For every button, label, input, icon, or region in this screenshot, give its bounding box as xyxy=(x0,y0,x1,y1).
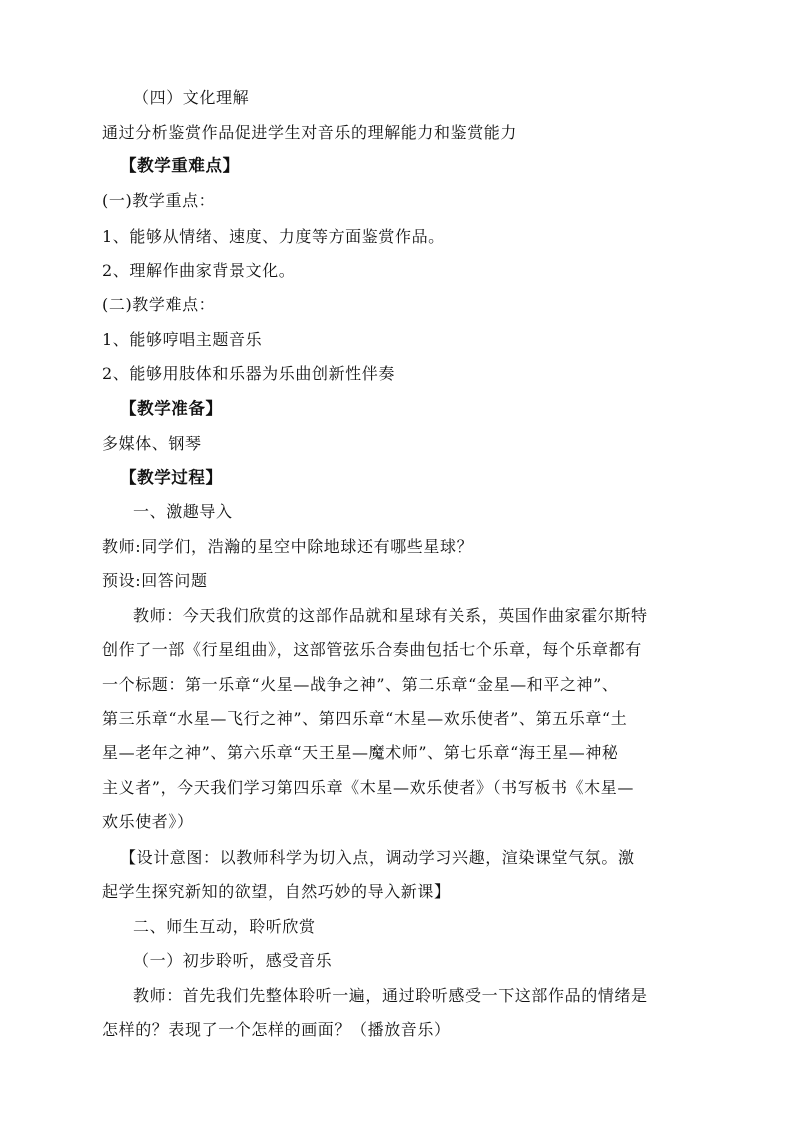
subheading-difficulties: (二)教学难点： xyxy=(102,295,216,314)
list-item: 2、理解作曲家背景文化。 xyxy=(102,261,296,280)
paragraph-line: 怎样的？表现了一个怎样的画面？（播放音乐） xyxy=(102,1020,451,1039)
paragraph-line: 教师：首先我们先整体聆听一遍，通过聆听感受一下这部作品的情绪是 xyxy=(133,986,648,1005)
paragraph-line: 星—老年之神”、第六乐章“天王星—魔术师”、第七乐章“海王星—神秘 xyxy=(102,743,619,762)
list-item: 2、能够用肢体和乐器为乐曲创新性伴奏 xyxy=(102,364,395,383)
list-item: 1、能够哼唱主题音乐 xyxy=(102,330,263,349)
subheading-interaction: 二、师生互动，聆听欣赏 xyxy=(133,917,316,936)
paragraph-line: 教师:同学们，浩瀚的星空中除地球还有哪些星球？ xyxy=(102,537,474,556)
subheading-first-listening: （一）初步聆听，感受音乐 xyxy=(133,951,333,970)
heading-teaching-preparation: 【教学准备】 xyxy=(120,399,223,418)
paragraph-line: 第三乐章“水星—飞行之神”、第四乐章“木星—欢乐使者”、第五乐章“土 xyxy=(102,709,628,728)
heading-key-points: 【教学重难点】 xyxy=(120,156,240,175)
subheading-key-points: (一)教学重点： xyxy=(102,191,216,210)
paragraph-line: 预设:回答问题 xyxy=(102,571,208,590)
design-intent-note: 【设计意图：以教师科学为切入点，调动学习兴趣，渲染课堂气氛。激 xyxy=(120,848,635,867)
design-intent-note: 起学生探究新知的欲望，自然巧妙的导入新课】 xyxy=(102,882,451,901)
paragraph-line: 教师：今天我们欣赏的这部作品就和星球有关系，英国作曲家霍尔斯特 xyxy=(133,606,648,625)
paragraph-line: 欢乐使者》） xyxy=(102,812,194,831)
heading-teaching-process: 【教学过程】 xyxy=(120,468,223,487)
paragraph-line: 通过分析鉴赏作品促进学生对音乐的理解能力和鉴赏能力 xyxy=(102,123,518,142)
paragraph-line: 一个标题：第一乐章“火星—战争之神”、第二乐章“金星—和平之神”、 xyxy=(102,675,619,694)
subheading-introduction: 一、激趣导入 xyxy=(133,502,233,521)
paragraph-line: 主义者”，今天我们学习第四乐章《木星—欢乐使者》（书写板书《木星— xyxy=(102,778,634,797)
paragraph-line: 创作了一部《行星组曲》，这部管弦乐合奏曲包括七个乐章，每个乐章都有 xyxy=(102,640,642,659)
section-heading-cultural-understanding: （四）文化理解 xyxy=(133,88,250,107)
list-item: 1、能够从情绪、速度、力度等方面鉴赏作品。 xyxy=(102,227,445,246)
paragraph-line: 多媒体、钢琴 xyxy=(102,434,202,453)
